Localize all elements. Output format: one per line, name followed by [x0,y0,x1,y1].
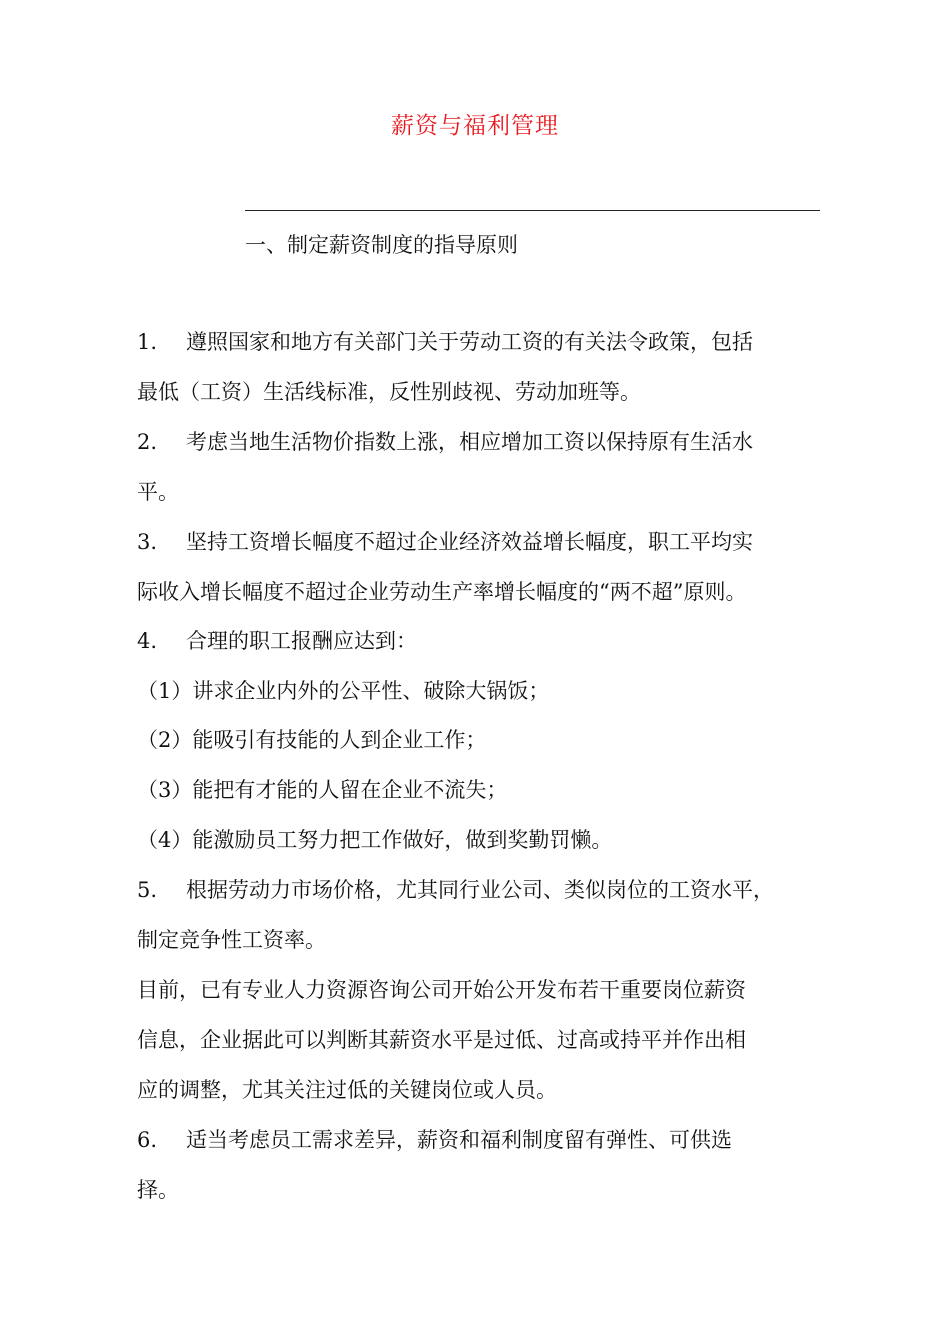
item-6-line-1 [137,1124,732,1156]
item-5-number: 5. [137,878,158,902]
document-title: 薪资与福利管理 [391,113,559,139]
item-1-line-1 [137,326,753,358]
item-5-text: 根据劳动力市场价格，尤其同行业公司、类似岗位的工资水平， [186,878,774,902]
item-5-line-2: 制定竞争性工资率。 [137,928,326,952]
item-6-text: 适当考虑员工需求差异，薪资和福利制度留有弹性、可供选 [186,1128,732,1152]
header-rule [245,210,820,211]
sub-item-4: （4）能激励员工努力把工作做好，做到奖勤罚懒。 [137,828,613,852]
item-6-line-2: 择。 [137,1178,179,1202]
paragraph-line-3: 应的调整，尤其关注过低的关键岗位或人员。 [137,1078,557,1102]
item-2-number: 2. [137,430,158,454]
item-2-text: 考虑当地生活物价指数上涨，相应增加工资以保持原有生活水 [186,430,753,454]
paragraph-line-2: 信息，企业据此可以判断其薪资水平是过低、过高或持平并作出相 [137,1028,746,1052]
section-heading: 一、制定薪资制度的指导原则 [245,233,518,257]
item-5-line-1 [137,874,774,906]
item-1-text: 遵照国家和地方有关部门关于劳动工资的有关法令政策，包括 [186,330,753,354]
item-1-line-2: 最低（工资）生活线标准，反性别歧视、劳动加班等。 [137,380,641,404]
sub-item-3: （3）能把有才能的人留在企业不流失； [137,778,508,802]
item-3-text: 坚持工资增长幅度不超过企业经济效益增长幅度，职工平均实 [186,530,753,554]
item-2-line-1 [137,426,753,458]
item-3-line-1 [137,526,753,558]
paragraph-line-1: 目前，已有专业人力资源咨询公司开始公开发布若干重要岗位薪资 [137,978,746,1002]
item-1-number: 1. [137,330,158,354]
item-6-number: 6. [137,1128,158,1152]
item-3-number: 3. [137,530,158,554]
item-4-text: 合理的职工报酬应达到： [186,629,417,653]
item-3-line-2: 际收入增长幅度不超过企业劳动生产率增长幅度的“两不超”原则。 [137,580,747,604]
item-2-line-2: 平。 [137,480,179,504]
sub-item-1: （1）讲求企业内外的公平性、破除大锅饭； [137,679,550,703]
item-4-number: 4. [137,629,158,653]
item-4-line-1 [137,625,417,657]
sub-item-2: （2）能吸引有技能的人到企业工作； [137,728,487,752]
